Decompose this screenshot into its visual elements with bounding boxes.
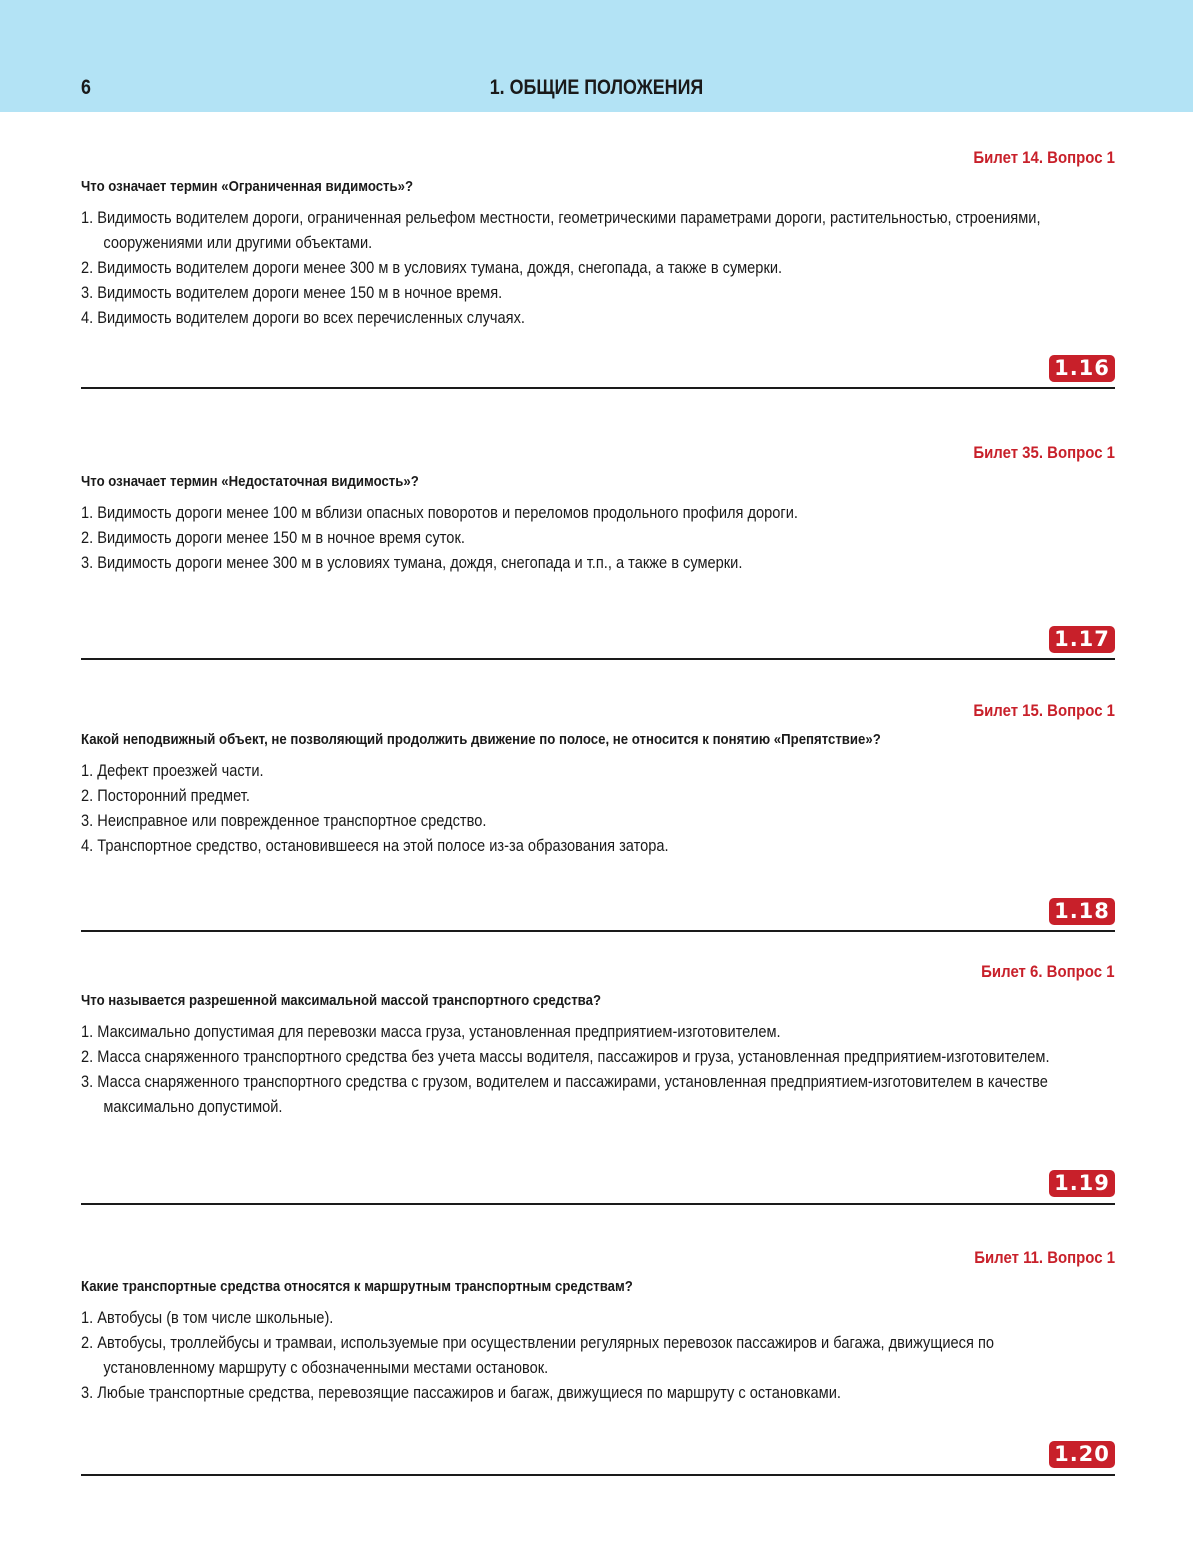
ticket-label: Билет 35. Вопрос 1 (973, 443, 1115, 462)
question-block (81, 962, 1115, 1207)
page-header (0, 0, 1193, 112)
answer-option[interactable]: 3. Любые транспортные средства, перевозящие пассажиров и багаж, движущиеся по маршруту с остановками. (81, 1383, 841, 1402)
ticket-label: Билет 11. Вопрос 1 (974, 1248, 1115, 1267)
answer-list (81, 500, 1096, 575)
answer-option[interactable]: 2. Автобусы, троллейбусы и трамваи, используемые при осуществлении регулярных перевозок пассажиров и багажа, движущиеся по установленному маршруту с обозначенными местами остановок. (81, 1333, 995, 1377)
answer-option[interactable]: 2. Посторонний предмет. (81, 786, 250, 805)
answer-list (81, 758, 1096, 858)
question-text: Что означает термин «Недостаточная видимость»? (81, 473, 419, 490)
ticket-label: Билет 14. Вопрос 1 (973, 148, 1115, 167)
question-block (81, 1248, 1115, 1478)
question-block (81, 701, 1115, 934)
answer-option[interactable]: 1. Дефект проезжей части. (81, 761, 264, 780)
answer-option[interactable]: 3. Видимость дороги менее 300 м в условиях тумана, дождя, снегопада и т.п., а также в сумерки. (81, 553, 743, 572)
divider (81, 387, 1115, 389)
answer-option[interactable]: 4. Транспортное средство, остановившееся на этой полосе из-за образования затора. (81, 836, 669, 855)
answer-list (81, 1305, 1096, 1405)
question-text: Какие транспортные средства относятся к маршрутным транспортным средствам? (81, 1278, 633, 1295)
divider (81, 1203, 1115, 1205)
question-number-badge: 1.16 (1049, 355, 1115, 382)
answer-list (81, 205, 1096, 330)
divider (81, 1474, 1115, 1476)
question-text: Что называется разрешенной максимальной массой транспортного средства? (81, 992, 602, 1009)
answer-option[interactable]: 2. Масса снаряженного транспортного средства без учета массы водителя, пассажиров и груза, установленная предприятием-изготовителем. (81, 1047, 1050, 1066)
question-block (81, 443, 1115, 661)
answer-option[interactable]: 1. Максимально допустимая для перевозки масса груза, установленная предприятием-изготовителем. (81, 1022, 781, 1041)
answer-option[interactable]: 1. Видимость водителем дороги, ограниченная рельефом местности, геометрическими параметрами дороги, растительностью, строениями, сооружениями или другими объектами. (81, 208, 1041, 252)
ticket-label: Билет 15. Вопрос 1 (973, 701, 1115, 720)
ticket-label: Билет 6. Вопрос 1 (981, 962, 1115, 981)
answer-list (81, 1019, 1096, 1119)
question-number-badge: 1.18 (1049, 898, 1115, 925)
answer-option[interactable]: 3. Масса снаряженного транспортного средства с грузом, водителем и пассажирами, установленная предприятием-изготовителем в качестве максимально допустимой. (81, 1072, 1048, 1116)
answer-option[interactable]: 2. Видимость дороги менее 150 м в ночное время суток. (81, 528, 465, 547)
question-block (81, 148, 1115, 390)
divider (81, 930, 1115, 932)
question-text: Какой неподвижный объект, не позволяющий продолжить движение по полосе, не относится к понятию «Препятствие»? (81, 731, 881, 748)
answer-option[interactable]: 1. Видимость дороги менее 100 м вблизи опасных поворотов и переломов продольного профиля дороги. (81, 503, 798, 522)
answer-option[interactable]: 4. Видимость водителем дороги во всех перечисленных случаях. (81, 308, 525, 327)
question-number-badge: 1.20 (1049, 1441, 1115, 1468)
answer-option[interactable]: 3. Неисправное или поврежденное транспортное средство. (81, 811, 487, 830)
divider (81, 658, 1115, 660)
answer-option[interactable]: 3. Видимость водителем дороги менее 150 м в ночное время. (81, 283, 503, 302)
question-number-badge: 1.17 (1049, 626, 1115, 653)
page-number: 6 (81, 76, 91, 99)
question-text: Что означает термин «Ограниченная видимость»? (81, 178, 414, 195)
answer-option[interactable]: 1. Автобусы (в том числе школьные). (81, 1308, 334, 1327)
question-number-badge: 1.19 (1049, 1170, 1115, 1197)
answer-option[interactable]: 2. Видимость водителем дороги менее 300 м в условиях тумана, дождя, снегопада, а также в сумерки. (81, 258, 783, 277)
chapter-title: 1. ОБЩИЕ ПОЛОЖЕНИЯ (489, 76, 704, 99)
